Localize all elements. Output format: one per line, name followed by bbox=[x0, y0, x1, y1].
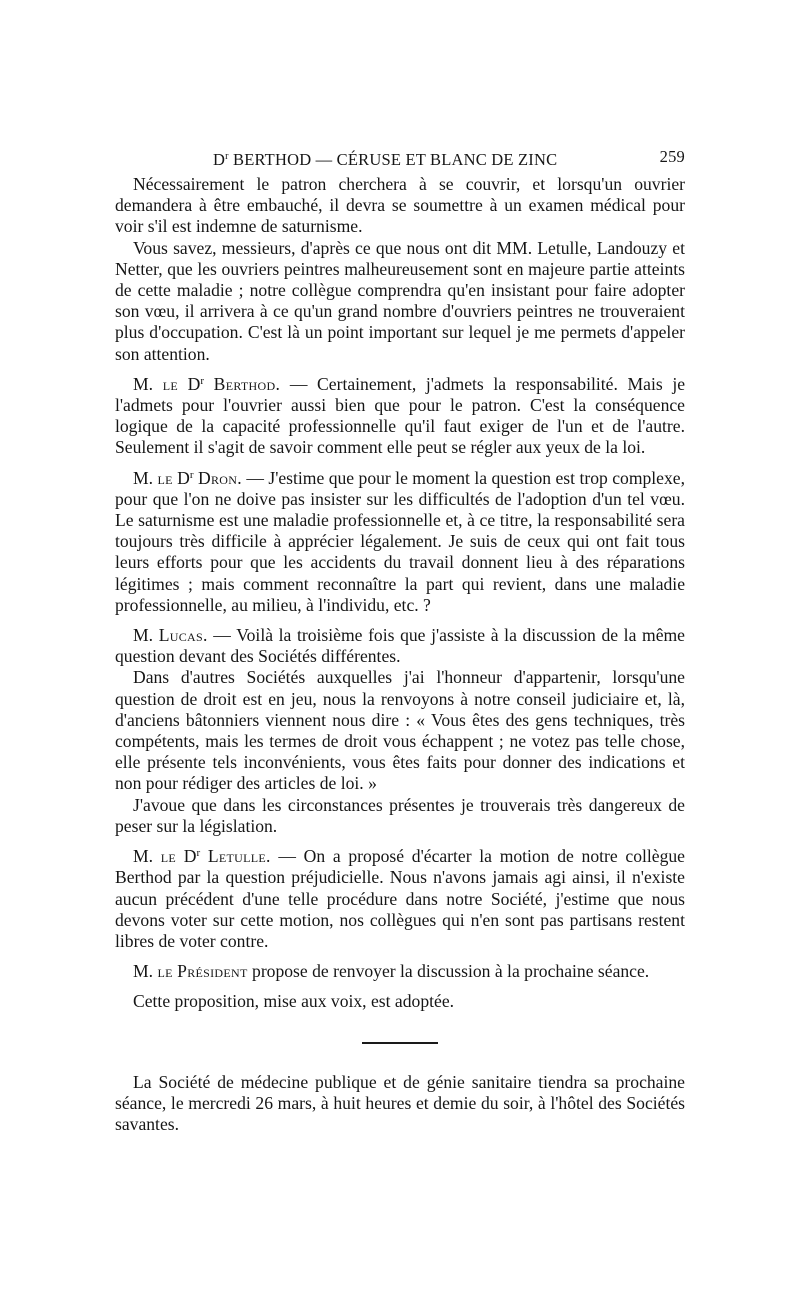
running-title: $D^r$ BERTHOD — CÉRUSE ET BLANC DE ZINC bbox=[213, 150, 558, 169]
speaker-label: M. le $D^r$ Dron. bbox=[133, 467, 242, 488]
speech-dron: M. le $D^r$ Dron. — J'estime que pour le moment la question est trop complexe, pour que l'on ne doive pas insister sur les difficultés de l'adoption d'un tel vœu. Le saturnisme est une maladie professionnelle et, à ce titre, la responsabilité sera toujours très difficile à apprécier légalement. Je suis de ceux qui ont fait tous leurs efforts pour que les accidents du travail donnent lieu à des réparations légitimes ; mais comment reconnaître la part qui revient, dans une maladie professionnelle, au milieu, à l'individu, etc. ? bbox=[115, 467, 685, 615]
meeting-notice: La Société de médecine publique et de génie sanitaire tiendra sa prochaine séance, le mercredi 26 mars, à huit heures et demie du soir, à l'hôtel des Sociétés savantes. bbox=[115, 1071, 685, 1134]
page bbox=[115, 146, 685, 1135]
speech-president: M. le Président propose de renvoyer la discussion à la prochaine séance. bbox=[133, 961, 650, 982]
paragraph: Cette proposition, mise aux voix, est adoptée. bbox=[133, 991, 455, 1012]
section-divider bbox=[362, 1042, 438, 1044]
paragraph: Dans d'autres Sociétés auxquelles j'ai l'honneur d'appartenir, lorsqu'une question de droit est en jeu, nous la renvoyons à notre conseil judiciaire et, là, d'anciens bâtonniers viennent nous dire : « Vous êtes des gens techniques, très compétents, mais les termes de droit vous échappent ; ne votez pas telle chose, elle présente tels inconvénients, vous êtes faits pour donner des indications et non pour rédiger des articles de loi. » bbox=[115, 667, 685, 794]
speech-letulle: M. le $D^r$ Letulle. — On a proposé d'écarter la motion de notre collègue Berthod par la question préjudicielle. Nous n'avons jamais agi ainsi, il n'existe aucun précédent d'une telle procédure dans notre Société, j'estime que nous devons voter sur cette motion, nos collègues qui n'en sont pas partisans restent libres de voter contre. bbox=[115, 846, 685, 951]
speaker-label: M. le $D^r$ Berthod. bbox=[133, 373, 281, 394]
paragraph: J'avoue que dans les circonstances présentes je trouverais très dangereux de peser sur la législation. bbox=[115, 794, 685, 836]
speaker-label: M. le Président bbox=[133, 961, 248, 982]
speaker-label: M. Lucas. bbox=[133, 625, 208, 646]
paragraph: Vous savez, messieurs, d'après ce que nous ont dit MM. Letulle, Landouzy et Netter, que les ouvriers peintres malheureusement sont en majeure partie atteints de cette maladie ; notre collègue comprendra qu'en insistant pour faire adopter son vœu, il arrivera à ce qu'un grand nombre d'ouvriers peintres ne trouveraient plus d'occupation. C'est là un point important sur lequel je me permets d'appeler son attention. bbox=[115, 237, 685, 364]
speech-berthod: M. le $D^r$ Berthod. — Certainement, j'admets la responsabilité. Mais je l'admets pour l'ouvrier aussi bien que pour le patron. C'est la conséquence logique de la capacité professionnelle qu'il faut exiger de l'un et de l'autre. Seulement il s'agit de savoir comment elle peut se régler aux yeux de la loi. bbox=[115, 373, 686, 458]
page-number: 259 bbox=[659, 147, 685, 166]
speaker-label: M. le $D^r$ Letulle. bbox=[133, 846, 271, 867]
speech-lucas: M. Lucas. — Voilà la troisième fois que j'assiste à la discussion de la même question devant des Sociétés différentes. bbox=[115, 625, 685, 667]
paragraph: Nécessairement le patron cherchera à se couvrir, et lorsqu'un ouvrier demandera à être embauché, il devra se soumettre à un examen médical pour voir s'il est indemne de saturnisme. bbox=[115, 174, 685, 237]
running-head bbox=[115, 146, 685, 168]
